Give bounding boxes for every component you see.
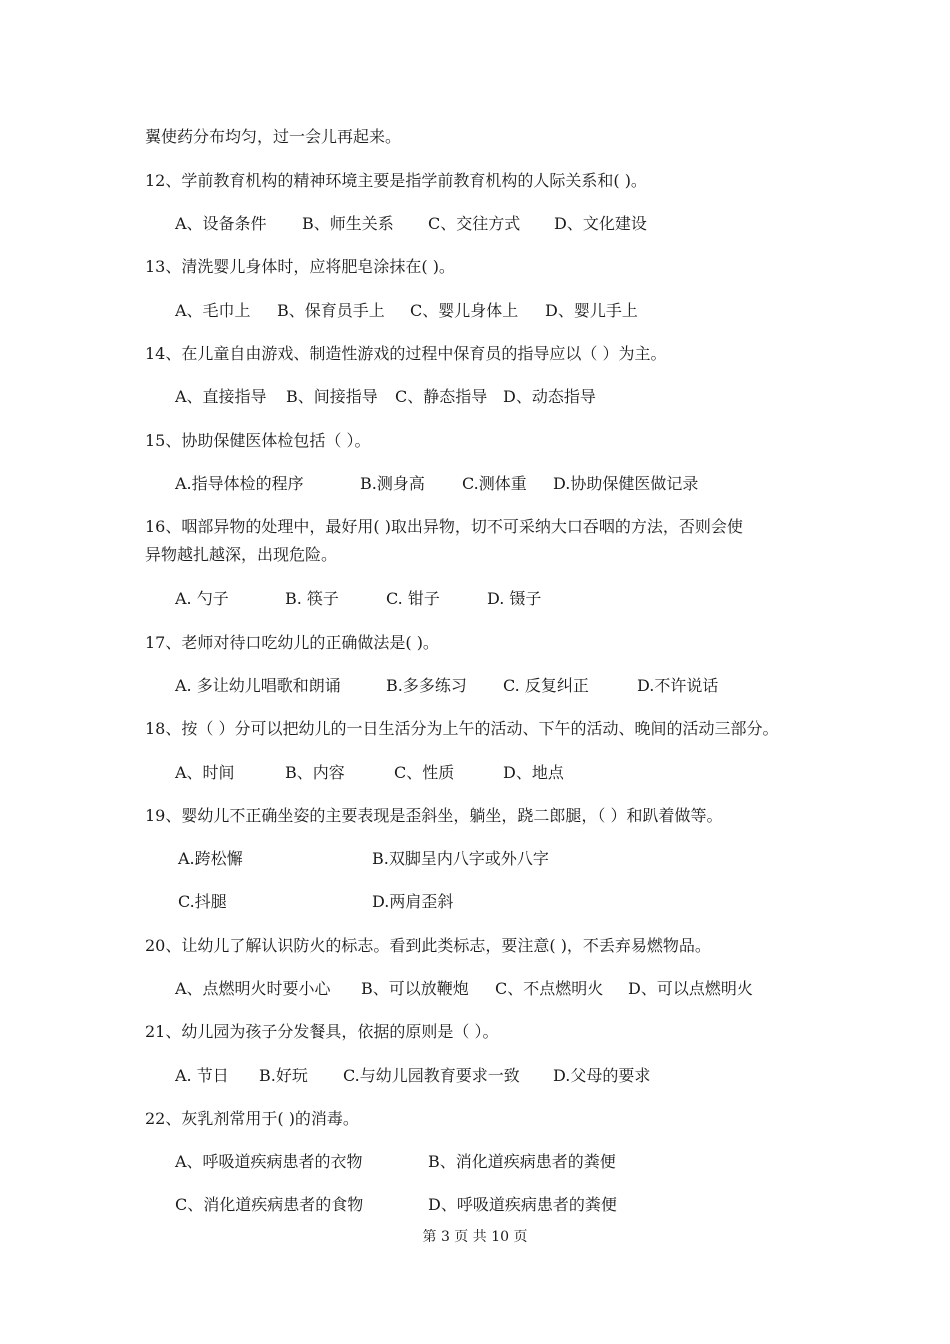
question-14-option-d: D、动态指导	[503, 387, 596, 406]
question-13-option-b: B、保育员手上	[277, 301, 385, 320]
question-16-stem-continued: 异物越扎越深，出现危险。	[145, 545, 338, 564]
page-number-footer: 第 3 页 共 10 页	[422, 1229, 528, 1245]
question-13-stem: 13、清洗婴儿身体时，应将肥皂涂抹在( )。	[145, 257, 455, 276]
question-14-option-b: B、间接指导	[286, 387, 378, 406]
question-21-option-d: D.父母的要求	[553, 1066, 651, 1085]
question-21-stem: 21、幼儿园为孩子分发餐具，依据的原则是（ ）。	[145, 1022, 499, 1041]
question-19-stem: 19、婴幼儿不正确坐姿的主要表现是歪斜坐，躺坐，跷二郎腿，（ ）和趴着做等。	[145, 806, 723, 825]
question-17-option-b: B.多多练习	[386, 676, 467, 695]
question-17-stem: 17、老师对待口吃幼儿的正确做法是( )。	[145, 633, 439, 652]
question-18-option-d: D、地点	[503, 763, 564, 782]
question-21-option-c: C.与幼儿园教育要求一致	[343, 1066, 520, 1085]
question-20-stem: 20、让幼儿了解认识防火的标志。看到此类标志，要注意( )，不丢弃易燃物品。	[145, 936, 711, 955]
question-22-option-b: B、消化道疾病患者的粪便	[428, 1152, 616, 1171]
question-22-option-c: C、消化道疾病患者的食物	[175, 1195, 364, 1214]
question-20-option-a: A、点燃明火时要小心	[175, 979, 331, 998]
question-22-option-a: A、呼吸道疾病患者的衣物	[175, 1152, 363, 1171]
question-14-option-c: C、静态指导	[395, 387, 488, 406]
question-21-option-b: B.好玩	[259, 1066, 308, 1085]
question-18-stem: 18、按（ ）分可以把幼儿的一日生活分为上午的活动、下午的活动、晚间的活动三部分。	[145, 719, 779, 738]
question-22-option-d: D、呼吸道疾病患者的粪便	[428, 1195, 617, 1214]
question-17-option-c: C. 反复纠正	[503, 676, 589, 695]
question-12-stem: 12、学前教育机构的精神环境主要是指学前教育机构的人际关系和( )。	[145, 171, 647, 190]
question-12-option-b: B、师生关系	[302, 214, 394, 233]
question-19-option-b: B.双脚呈内八字或外八字	[372, 849, 549, 868]
question-12-option-c: C、交往方式	[428, 214, 521, 233]
continuation-text: 翼使药分布均匀，过一会儿再起来。	[145, 127, 402, 146]
question-15-stem: 15、协助保健医体检包括（ ）。	[145, 431, 371, 450]
question-19-option-d: D.两肩歪斜	[372, 892, 454, 911]
question-12-option-a: A、设备条件	[175, 214, 267, 233]
question-20-option-b: B、可以放鞭炮	[361, 979, 469, 998]
question-15-option-c: C.测体重	[462, 474, 527, 493]
question-19-option-a: A.跨松懈	[178, 849, 243, 868]
question-13-option-c: C、婴儿身体上	[410, 301, 519, 320]
question-16-option-c: C. 钳子	[386, 589, 440, 608]
question-14-option-a: A、直接指导	[175, 387, 267, 406]
question-16-stem: 16、咽部异物的处理中，最好用( )取出异物，切不可采纳大口吞咽的方法，否则会使	[145, 517, 743, 536]
question-15-option-d: D.协助保健医做记录	[553, 474, 699, 493]
question-15-option-b: B.测身高	[360, 474, 425, 493]
question-22-stem: 22、灰乳剂常用于( )的消毒。	[145, 1109, 359, 1128]
question-19-option-c: C.抖腿	[178, 892, 227, 911]
question-14-stem: 14、在儿童自由游戏、制造性游戏的过程中保育员的指导应以（ ）为主。	[145, 344, 667, 363]
question-17-option-d: D.不许说话	[637, 676, 719, 695]
question-16-option-d: D. 镊子	[487, 589, 542, 608]
question-15-option-a: A.指导体检的程序	[175, 474, 304, 493]
question-18-option-b: B、内容	[285, 763, 345, 782]
question-16-option-a: A. 勺子	[175, 589, 229, 608]
question-13-option-d: D、婴儿手上	[545, 301, 638, 320]
question-21-option-a: A. 节日	[175, 1066, 229, 1085]
question-18-option-c: C、性质	[394, 763, 455, 782]
question-20-option-d: D、可以点燃明火	[628, 979, 753, 998]
question-12-option-d: D、文化建设	[554, 214, 647, 233]
question-13-option-a: A、毛巾上	[175, 301, 251, 320]
question-16-option-b: B. 筷子	[285, 589, 339, 608]
question-20-option-c: C、不点燃明火	[495, 979, 604, 998]
question-18-option-a: A、时间	[175, 763, 235, 782]
question-17-option-a: A. 多让幼儿唱歌和朗诵	[175, 676, 341, 695]
